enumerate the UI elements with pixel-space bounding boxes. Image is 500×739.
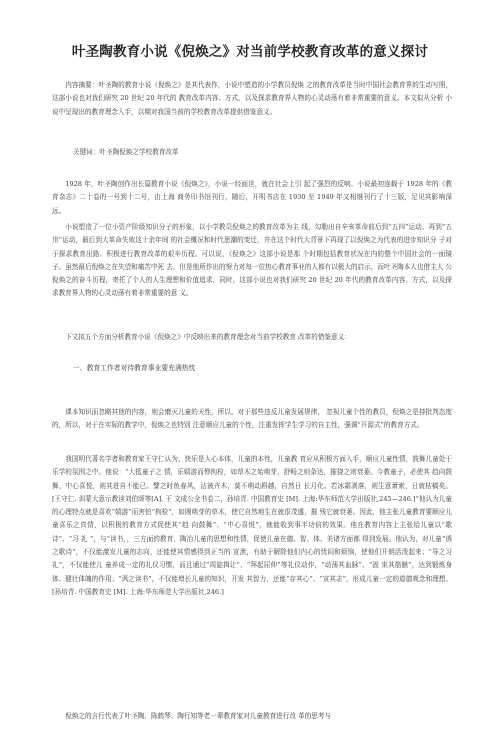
keywords-line: 关键词：叶圣陶倪焕之学校教育改革 — [73, 148, 179, 156]
section-heading: 一、教育工作者对待教育事业要充满热忱 — [73, 364, 196, 372]
body-paragraph: 我国明代著名学者和教育家王守仁认为，快乐是人心本体，儿童的本性，儿童教 育应从积极方面入手，顺应儿童性情，鼓舞儿童处于乐学的氛围之中。他说：“大抵童子之 情，乐嬉游而惮拘检，如草木之始萌芽，舒畅之则条达，摧挠之则衰萎。今教童子，必使其 趋向鼓舞，中心喜悦，则其进自不能已。譬之时鱼春风，沾被卉木，莫不萌动斟越，自然日 长月化。若冰霜剥落，则生意萧索，日就枯稿矣。[王守仁. 训蒙大意示教读刘伯颂等[A]. 王 文成公全书卷二，孙培青. 中国教育史 [M]. 上海:华东师范大学出版社,245—246.]”他认为儿童 的心理特点就是喜欢“嬉游”而害怕“拘检”，如刚萌芽的草木，使它自然地生在就很茂盛，摧 残它就衰萎。因此，他主张儿童教育要顺应儿童喜乐之真情，以积极的教育方式促使其“趋 向鼓舞”、“中心喜悦”，就能收到事半功倍的效果。他在教育内容上主张给儿童以“歌诗”、“习 礼 ”，与“读书，，三方面的教育，陶冶儿童的思想和性情，促使儿童在德、智、体、美诸方面都 得到发展。他认为，对儿童“诱之歌诗”，不仅能激发儿童的志向，还能使其情感得到正当的 宣泄，有助于解除他们内心的忧闷和烦恼，使他们开朗活泼起来；“导之习礼”，不仅能使儿 童养成一定的礼仪习惯，而且通过“周旋揖让”、“拜起屈伸”等礼仪动作，“动荡其血脉”、“固 束其筋骸”，达到锻炼身体、健壮体魄的作用；“讽之读书”，不仅能增长儿童的知识，开发 其智力，还能“存其心”、“宣其志”，形成儿童一定的道德观念和理想。[孙培青. 中国教育史 [M]. 上海:华东师范大学出版社,246.] — [52, 455, 452, 596]
body-paragraph: 1928 年，叶圣陶创作出长篇教育小说《倪焕之》，小说一经面世，就在社会上引 起了强烈的反响。小说最初连载于 1928 年的《教育杂志》二十卷的一号到十二号，由上海 商务印书馆刊行，随后，开明书店在 1930 至 1949 年又相继刊行了十三版，足见其影响深远。 — [52, 180, 452, 215]
body-paragraph: 课本知识而忽略其他的内容，则会磨灭儿童的天性，所以，对于那些违反儿童发展规律， 忽视儿童个性的教员，倪焕之是持批判态度的，所以，对于在实际的教学中，倪焕之也特别 注意顺应儿童的个性，注重发挥学生学习的自主性，强调“开源式”的教育方式。 — [52, 408, 452, 430]
page-title: 叶圣陶教育小说《倪焕之》对当前学校教育改革的意义探讨 — [71, 44, 429, 60]
body-paragraph: 小说塑造了一位小资产阶级知识分子的形象，以小学教员倪焕之的教育改革为主 线，勾勒出自辛亥革命前后到“五四”运动、再到“五卅”运动，最后到大革命失败这十余年间 的社会概况和时代思潮的变迁，并在这个时代大背景下再现了以倪焕之为代表的进步知识分 子对于探求教育出路、积极进行教育改革的艰辛历程。可以说，《倪焕之》这部小说是那 个时期包括教育状况在内的整个中国社会的一面镜子。虽然最后倪焕之在失望和痛苦中死 去，但是他所作出的努力对每一位热心教育事业的人都有以极大的启示，而叶圣陶本人也借主人 公倪焕之的奋斗历程，寄托了个人的人生理想和价值追求，同时，这部小说也对我们研究 20 世纪 20 年代的教育改革内容、方式，以及探求教育界人物的心灵动荡有着非常重要的意 义。 — [52, 223, 452, 298]
abstract-paragraph: 内容摘要：叶圣陶的教育小说《倪焕之》是其代表作，小说中塑造的小学教员倪焕 之的教育改革是当时中国社会教育界的生动写照，这部小说也对我们研究 20 世纪 20 年代的 教育改革内容、方式，以及探求教育界人物的心灵动荡有着非常重要的意义。本文拟从分析 小说中呈现出的教育理念入手，以期对我国当前的学校教育改革提供借鉴意义。 — [52, 81, 452, 116]
body-paragraph: 倪焕之的言行代表了叶圣陶、陈鹤琴、陶行知等老一辈教育家对儿童教育进行改 革的思考与 — [65, 712, 332, 720]
body-paragraph: 下文拟五个方面分析教育小说《倪焕之》中反映出来的教育理念对当前学校教育 改革的借鉴意义： — [65, 333, 351, 341]
